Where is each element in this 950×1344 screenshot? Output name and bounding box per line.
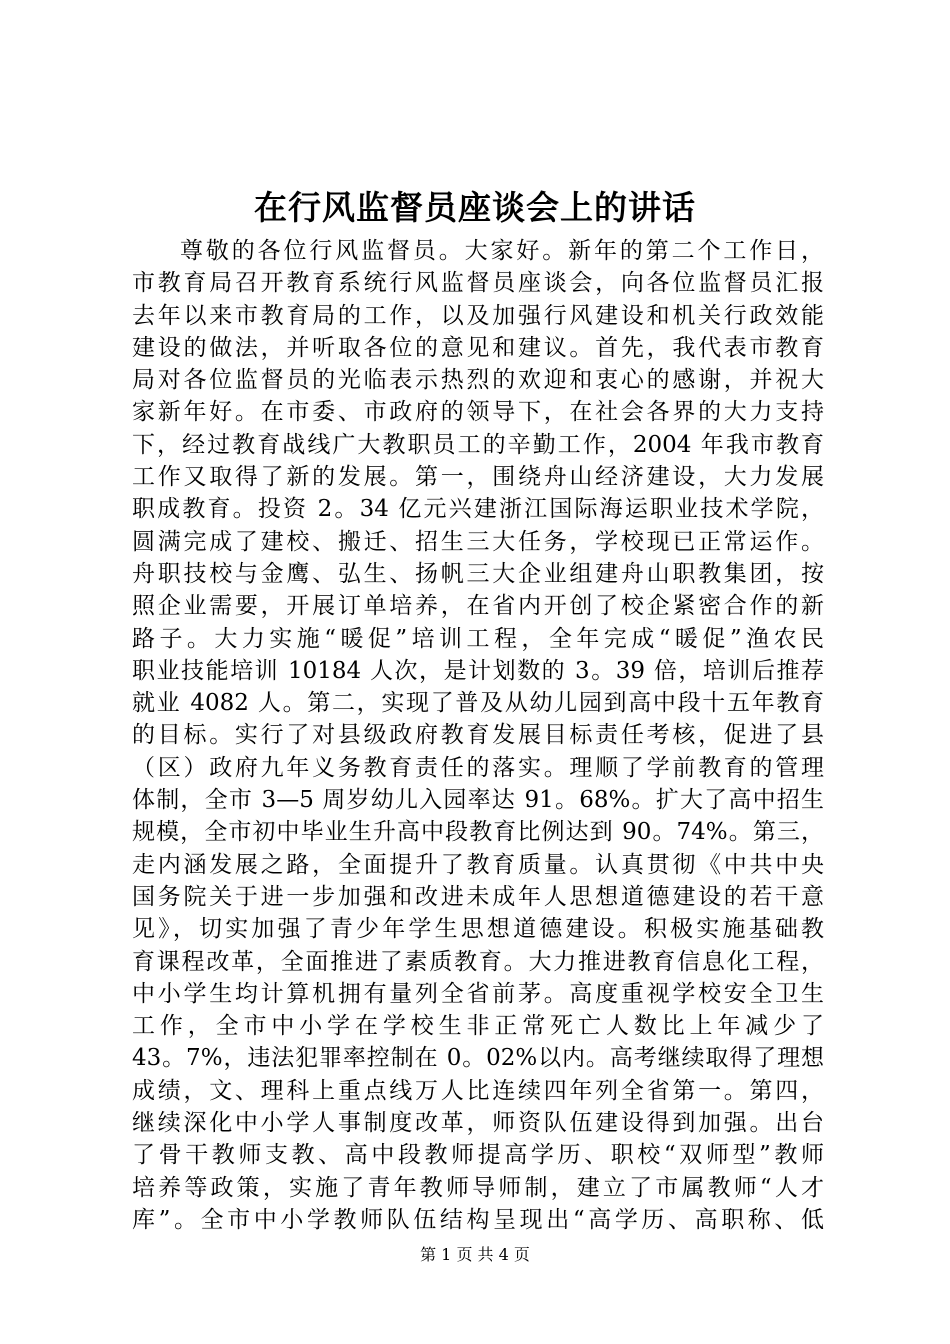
body-line: 局对各位监督员的光临表示热烈的欢迎和衷心的感谢，并祝大	[132, 367, 824, 394]
body-line: 成绩，文、理科上重点线万人比连续四年列全省第一。第四，	[132, 1077, 824, 1104]
body-line: 就业 4082 人。第二，实现了普及从幼儿园到高中段十五年教育	[132, 690, 824, 717]
body-line: 了骨干教师支教、高中段教师提高学历、职校“双师型”教师	[132, 1142, 824, 1169]
body-line: 市教育局召开教育系统行风监督员座谈会，向各位监督员汇报	[132, 270, 824, 297]
body-line: 建设的做法，并听取各位的意见和建议。首先，我代表市教育	[132, 334, 824, 361]
body-line: 的目标。实行了对县级政府教育发展目标责任考核，促进了县	[132, 722, 824, 749]
body-line: 舟职技校与金鹰、弘生、扬帆三大企业组建舟山职教集团，按	[132, 560, 824, 587]
body-line: 中小学生均计算机拥有量列全省前茅。高度重视学校安全卫生	[132, 980, 824, 1007]
body-line: 库”。全市中小学教师队伍结构呈现出“高学历、高职称、低	[132, 1206, 824, 1233]
body-line: 路子。大力实施“暖促”培训工程，全年完成“暖促”渔农民	[132, 625, 824, 652]
body-line: 工作，全市中小学在学校生非正常死亡人数比上年减少了	[132, 1013, 824, 1040]
body-line: 去年以来市教育局的工作，以及加强行风建设和机关行政效能	[132, 302, 824, 329]
body-line: 走内涵发展之路，全面提升了教育质量。认真贯彻《中共中央	[132, 851, 824, 878]
body-line: 家新年好。在市委、市政府的领导下，在社会各界的大力支持	[132, 399, 824, 426]
body-line: 继续深化中小学人事制度改革，师资队伍建设得到加强。出台	[132, 1110, 824, 1137]
body-line: 见》，切实加强了青少年学生思想道德建设。积极实施基础教	[132, 916, 824, 943]
page-number-footer: 第 1 页 共 4 页	[420, 1245, 530, 1264]
document-body	[132, 235, 824, 1236]
body-line: 43。7%，违法犯罪率控制在 0。02%以内。高考继续取得了理想	[132, 1045, 824, 1072]
body-line: 育课程改革，全面推进了素质教育。大力推进教育信息化工程，	[132, 948, 824, 975]
body-line: 培养等政策，实施了青年教师导师制，建立了市属教师“人才	[132, 1174, 824, 1201]
body-line: 下，经过教育战线广大教职员工的辛勤工作，2004 年我市教育	[132, 431, 824, 458]
body-line: 国务院关于进一步加强和改进未成年人思想道德建设的若干意	[132, 883, 824, 910]
body-line: 工作又取得了新的发展。第一，围绕舟山经济建设，大力发展	[132, 464, 824, 491]
page-title: 在行风监督员座谈会上的讲话	[254, 188, 696, 227]
body-line: （区）政府九年义务教育责任的落实。理顺了学前教育的管理	[132, 754, 824, 781]
body-line: 照企业需要，开展订单培养，在省内开创了校企紧密合作的新	[132, 593, 824, 620]
body-line: 职业技能培训 10184 人次，是计划数的 3。39 倍，培训后推荐	[132, 657, 824, 684]
body-line: 规模，全市初中毕业生升高中段教育比例达到 90。74%。第三，	[132, 819, 824, 846]
body-line: 尊敬的各位行风监督员。大家好。新年的第二个工作日，	[180, 238, 824, 264]
body-line: 职成教育。投资 2。34 亿元兴建浙江国际海运职业技术学院，	[132, 496, 824, 523]
body-line: 体制，全市 3—5 周岁幼儿入园率达 91。68%。扩大了高中招生	[132, 787, 824, 814]
body-line: 圆满完成了建校、搬迁、招生三大任务，学校现已正常运作。	[132, 528, 824, 555]
